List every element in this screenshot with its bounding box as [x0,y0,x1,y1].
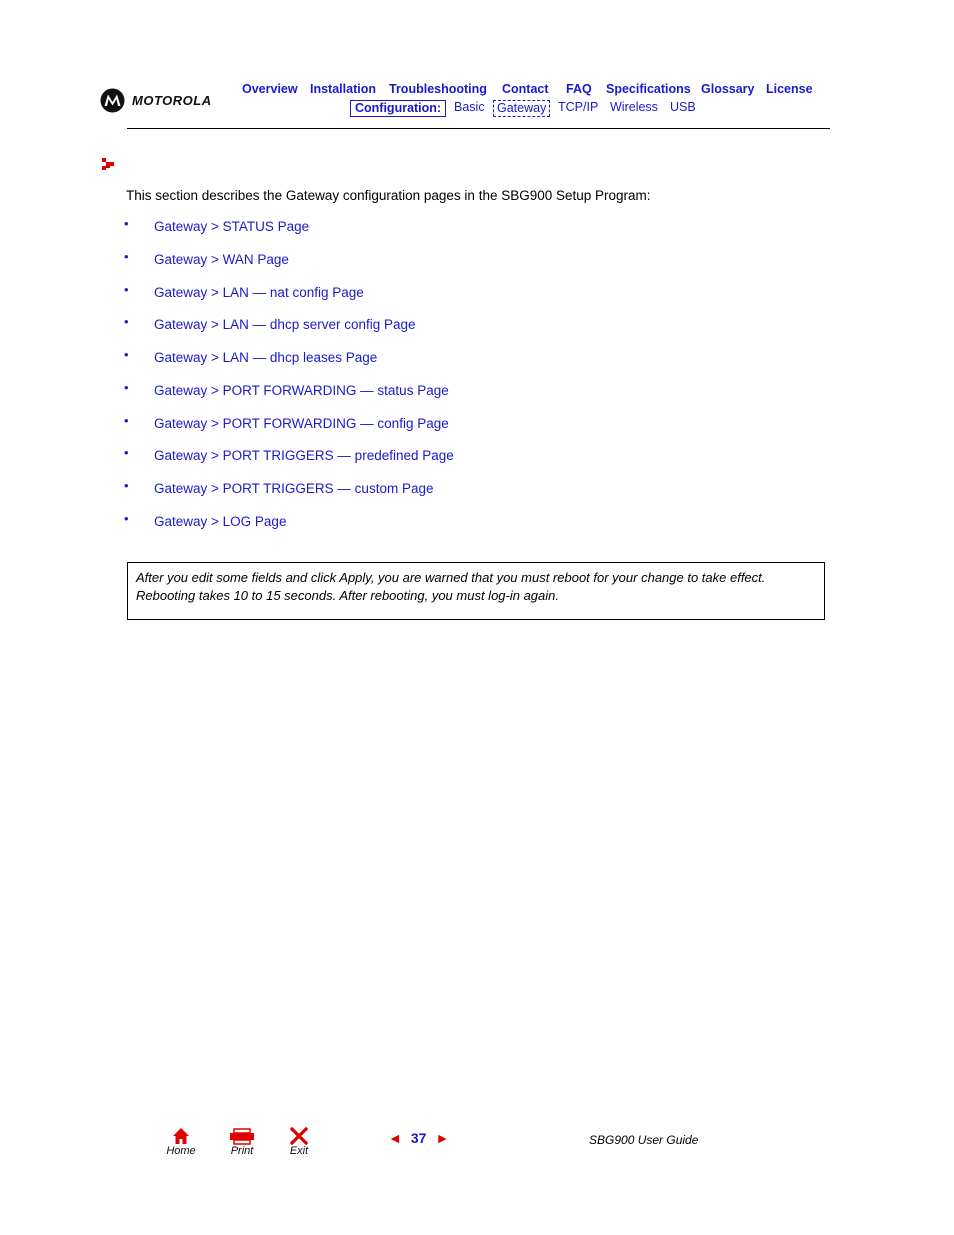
motorola-logo [100,88,212,113]
nav-wireless[interactable]: Wireless [610,100,658,114]
page-navigation [388,1130,449,1146]
exit-button[interactable] [279,1127,319,1157]
nav-tcpip[interactable]: TCP/IP [558,100,599,114]
link-gateway-port-forwarding-config[interactable]: Gateway > PORT FORWARDING — config Page [154,416,449,431]
bullet: • [124,445,129,460]
previous-page-icon[interactable]: ◄ [388,1130,402,1146]
bullet: • [124,511,129,526]
nav-gateway-current[interactable]: Gateway [493,100,550,117]
home-button[interactable] [161,1127,201,1157]
home-label: Home [166,1145,196,1157]
brand-name: MOTOROLA [132,93,212,108]
nav-license[interactable]: License [766,82,813,96]
print-label: Print [230,1145,254,1157]
next-page-icon[interactable]: ► [435,1130,450,1146]
reboot-note: After you edit some fields and click Apply, you are warned that you must reboot for your change to take effect. Rebooting takes 10 to 15 seconds. After rebooting, you must log-in again. [127,562,825,620]
configuration-label: Configuration: [350,100,446,117]
nav-installation[interactable]: Installation [310,82,376,96]
nav-troubleshooting[interactable]: Troubleshooting [389,82,487,96]
nav-glossary[interactable]: Glossary [701,82,755,96]
motorola-batwing-icon [100,88,125,113]
exit-x-icon [290,1127,308,1145]
printer-icon [229,1127,255,1145]
header-divider [127,128,830,129]
link-gateway-wan[interactable]: Gateway > WAN Page [154,252,289,267]
bullet: • [124,249,129,264]
bullet: • [124,282,129,297]
link-gateway-port-triggers-custom[interactable]: Gateway > PORT TRIGGERS — custom Page [154,481,434,496]
bullet: • [124,216,129,231]
section-marker-icon [102,158,114,172]
link-gateway-port-forwarding-status[interactable]: Gateway > PORT FORWARDING — status Page [154,383,449,398]
intro-text: This section describes the Gateway configuration pages in the SBG900 Setup Program: [126,188,651,203]
link-gateway-log[interactable]: Gateway > LOG Page [154,514,287,529]
bullet: • [124,314,129,329]
nav-specifications[interactable]: Specifications [606,82,691,96]
guide-title: SBG900 User Guide [589,1133,699,1147]
page-number: 37 [410,1130,427,1146]
bullet: • [124,380,129,395]
nav-faq[interactable]: FAQ [566,82,592,96]
link-gateway-lan-dhcp-server[interactable]: Gateway > LAN — dhcp server config Page [154,317,416,332]
nav-contact[interactable]: Contact [502,82,549,96]
nav-usb[interactable]: USB [670,100,696,114]
nav-overview[interactable]: Overview [242,82,298,96]
link-gateway-status[interactable]: Gateway > STATUS Page [154,219,310,234]
link-gateway-lan-dhcp-leases[interactable]: Gateway > LAN — dhcp leases Page [154,350,378,365]
link-gateway-lan-nat[interactable]: Gateway > LAN — nat config Page [154,285,364,300]
bullet: • [124,347,129,362]
bullet: • [124,478,129,493]
home-icon [172,1127,190,1145]
link-gateway-port-triggers-predefined[interactable]: Gateway > PORT TRIGGERS — predefined Page [154,448,454,463]
bullet: • [124,413,129,428]
print-button[interactable] [222,1127,262,1157]
exit-label: Exit [289,1145,309,1157]
nav-basic[interactable]: Basic [454,100,485,114]
